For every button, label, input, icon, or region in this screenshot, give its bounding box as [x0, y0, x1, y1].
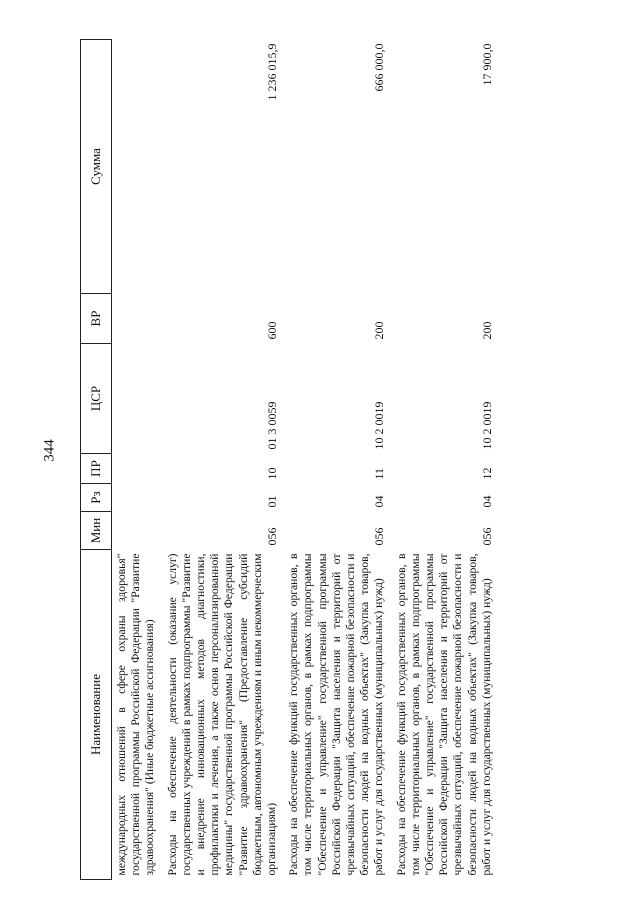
row-csr [112, 344, 163, 454]
row-name: Расходы на обеспечение функций государственных органов, в том числе территориальных органов, в рамках подпрограммы "Обеспечение и управление" государственной программы Российской Федерации "Защита населения и территорий от чрезвычайных ситуаций, обеспечение пожарной безопасности и безопасности людей на водных объектах" (Закупка товаров, работ и услуг для государственных (муниципальных) нужд) [394, 553, 493, 876]
row-csr: 10 2 0019 [479, 401, 494, 450]
row-pr: 12 [479, 467, 494, 480]
row-rz: 04 [372, 495, 387, 508]
row-rz: 04 [479, 495, 494, 508]
row-vr: 200 [372, 321, 387, 340]
table-row [112, 40, 163, 880]
row-csr: 10 2 0019 [372, 401, 387, 450]
row-pr: 11 [372, 467, 387, 480]
row-min: 056 [372, 527, 387, 546]
row-csr: 01 3 0059 [265, 401, 280, 450]
table-row [163, 40, 285, 880]
header-rz: Рз [81, 484, 112, 512]
row-sum: 666 000,0 [372, 43, 387, 92]
row-vr: 200 [479, 321, 494, 340]
row-rz: 01 [265, 495, 280, 508]
header-pr: ПР [81, 454, 112, 484]
row-pr [112, 454, 163, 484]
row-rz [112, 484, 163, 512]
header-vr: ВР [81, 294, 112, 344]
row-name: международных отношений в сфере охраны здоровья" государственной программы Российской Федерации "Развитие здравоохранения" (Иные бюджетные ассигнования) [115, 553, 157, 876]
table-row [284, 40, 391, 880]
row-min [112, 512, 163, 550]
header-sum: Сумма [81, 40, 112, 294]
table-header [81, 40, 112, 880]
row-min: 056 [479, 527, 494, 546]
row-vr: 600 [265, 321, 280, 340]
row-pr: 10 [265, 467, 280, 480]
header-name: Наименование [81, 550, 112, 880]
row-name: Расходы на обеспечение деятельности (оказание услуг) государственных учреждений в рамках подпрограммы "Развитие и внедрение инновационных методов диагностики, профилактики и лечения, а также основ персонализированной медицины" государственной программы Российской Федерации "Развитие здравоохранения" (Предоставление субсидий бюджетным, автономным учреждениям и иным некоммерческим организациям) [165, 553, 279, 876]
rotated-table-container [80, 40, 600, 880]
budget-table [80, 39, 499, 880]
page-number: 344 [41, 439, 58, 462]
row-vr [112, 294, 163, 344]
header-min: Мин [81, 512, 112, 550]
table-body [112, 40, 500, 880]
header-csr: ЦСР [81, 344, 112, 454]
row-sum: 1 236 015,9 [265, 43, 280, 101]
header-row [81, 40, 112, 880]
row-sum [112, 40, 163, 294]
table-row [392, 40, 499, 880]
row-sum: 17 900,0 [479, 43, 494, 86]
row-min: 056 [265, 527, 280, 546]
row-name: Расходы на обеспечение функций государственных органов, в том числе территориальных органов, в рамках подпрограммы "Обеспечение и управление" государственной программы Российской Федерации "Защита населения и территорий от чрезвычайных ситуаций, обеспечение пожарной безопасности и безопасности людей на водных объектах" (Закупка товаров, работ и услуг для государственных (муниципальных) нужд) [287, 553, 386, 876]
